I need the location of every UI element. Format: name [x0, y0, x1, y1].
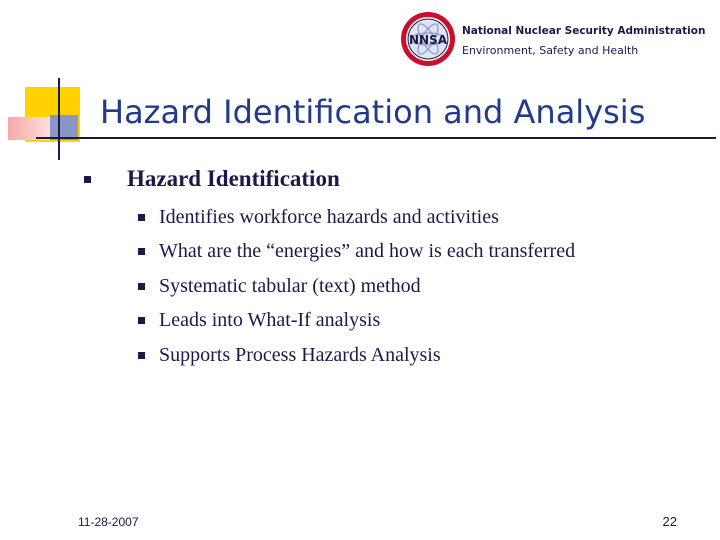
sub-bullet-text: Systematic tabular (text) method — [159, 274, 421, 297]
sub-bullet-item — [138, 338, 575, 373]
square-bullet-icon — [138, 283, 145, 290]
svg-text:NNSA: NNSA — [408, 33, 448, 47]
org-name: National Nuclear Security Administration — [462, 25, 706, 37]
page-number: 22 — [662, 514, 677, 529]
sub-bullet-item — [138, 304, 575, 339]
nnsa-seal-icon — [398, 12, 458, 72]
sub-bullet-item — [138, 269, 575, 304]
nnsa-logo — [398, 12, 704, 66]
sub-bullet-text: Supports Process Hazards Analysis — [159, 343, 441, 366]
bullet-level1-text: Hazard Identification — [127, 166, 340, 191]
bullet-level1 — [84, 166, 340, 192]
sub-bullet-text: Leads into What-If analysis — [159, 309, 381, 332]
sub-bullet-text: Identifies workforce hazards and activities — [159, 205, 499, 228]
sub-bullet-list — [138, 200, 575, 373]
square-bullet-icon — [138, 352, 145, 359]
org-subtitle: Environment, Safety and Health — [462, 44, 639, 57]
footer-date: 11-28-2007 — [78, 515, 139, 529]
title-underline-rule — [36, 137, 716, 139]
square-bullet-icon — [138, 317, 145, 324]
square-bullet-icon — [138, 248, 145, 255]
sub-bullet-item — [138, 200, 575, 235]
sub-bullet-text: What are the “energies” and how is each transferred — [159, 240, 576, 263]
decorative-vertical-rule — [58, 78, 60, 160]
square-bullet-icon — [138, 214, 145, 221]
sub-bullet-item — [138, 235, 575, 270]
slide-title: Hazard Identification and Analysis — [100, 93, 646, 131]
square-bullet-icon — [84, 176, 91, 183]
